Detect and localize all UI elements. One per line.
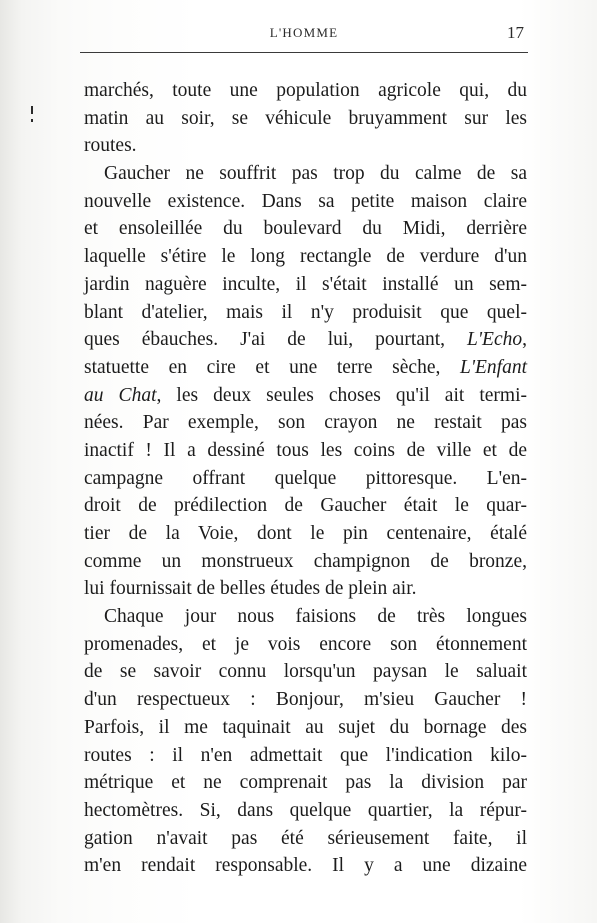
- text-line: m'en rendait responsable. Il y a une dizaine: [84, 855, 527, 877]
- running-head: L'HOMME: [269, 25, 339, 40]
- text-line: promenades, et je vois encore son étonnement: [84, 633, 527, 655]
- text-line: Gaucher ne souffrit pas trop du calme de sa: [104, 163, 527, 185]
- text-line: hectomètres. Si, dans quelque quartier, la répur-: [84, 799, 527, 821]
- text-line: de se savoir connu lorsqu'un paysan le saluait: [84, 661, 527, 683]
- margin-annotation-mark: [30, 106, 33, 124]
- text-line: inactif ! Il a dessiné tous les coins de ville et de: [84, 439, 527, 461]
- text-line: statuette en cire et une terre sèche, L'Enfant: [84, 356, 527, 378]
- text-line: et ensoleillée du boulevard du Midi, derrière: [84, 218, 527, 240]
- text-line: comme un monstrueux champignon de bronze,: [84, 550, 527, 572]
- text-line: métrique et ne comprenait pas la division par: [84, 772, 527, 794]
- text-line: matin au soir, se véhicule bruyamment sur les: [84, 107, 527, 129]
- text-line: tier de la Voie, dont le pin centenaire, étalé: [84, 523, 527, 544]
- text-line: nouvelle existence. Dans sa petite maison claire: [84, 190, 527, 212]
- text-line: nées. Par exemple, son crayon ne restait pas: [84, 412, 527, 434]
- page-header: [80, 22, 528, 53]
- text-line: ques ébauches. J'ai de lui, pourtant, L'Echo,: [84, 329, 527, 351]
- body-text: [84, 77, 527, 880]
- text-line: Chaque jour nous faisions de très longues: [104, 606, 527, 628]
- text-line: routes : il n'en admettait que l'indication kilo-: [84, 744, 527, 766]
- text-line: laquelle s'étire le long rectangle de verdure d'un: [84, 246, 527, 268]
- text-line: routes.: [84, 135, 137, 157]
- text-line: Parfois, il me taquinait au sujet du bornage des: [84, 716, 527, 738]
- text-line: au Chat, les deux seules choses qu'il ait termi-: [84, 384, 527, 406]
- text-line: d'un respectueux : Bonjour, m'sieu Gaucher !: [84, 689, 527, 711]
- text-line: campagne offrant quelque pittoresque. L'en-: [84, 467, 527, 489]
- text-line: droit de prédilection de Gaucher était le quar-: [84, 495, 527, 517]
- page-number: 17: [507, 23, 524, 42]
- text-line: blant d'atelier, mais il n'y produisit que quel-: [84, 301, 527, 323]
- text-line: lui fournissait de belles études de plein air.: [84, 578, 417, 600]
- text-line: jardin naguère inculte, il s'était installé un sem-: [84, 273, 527, 295]
- text-line: gation n'avait pas été sérieusement faite, il: [84, 827, 527, 849]
- text-line: marchés, toute une population agricole qui, du: [84, 80, 527, 101]
